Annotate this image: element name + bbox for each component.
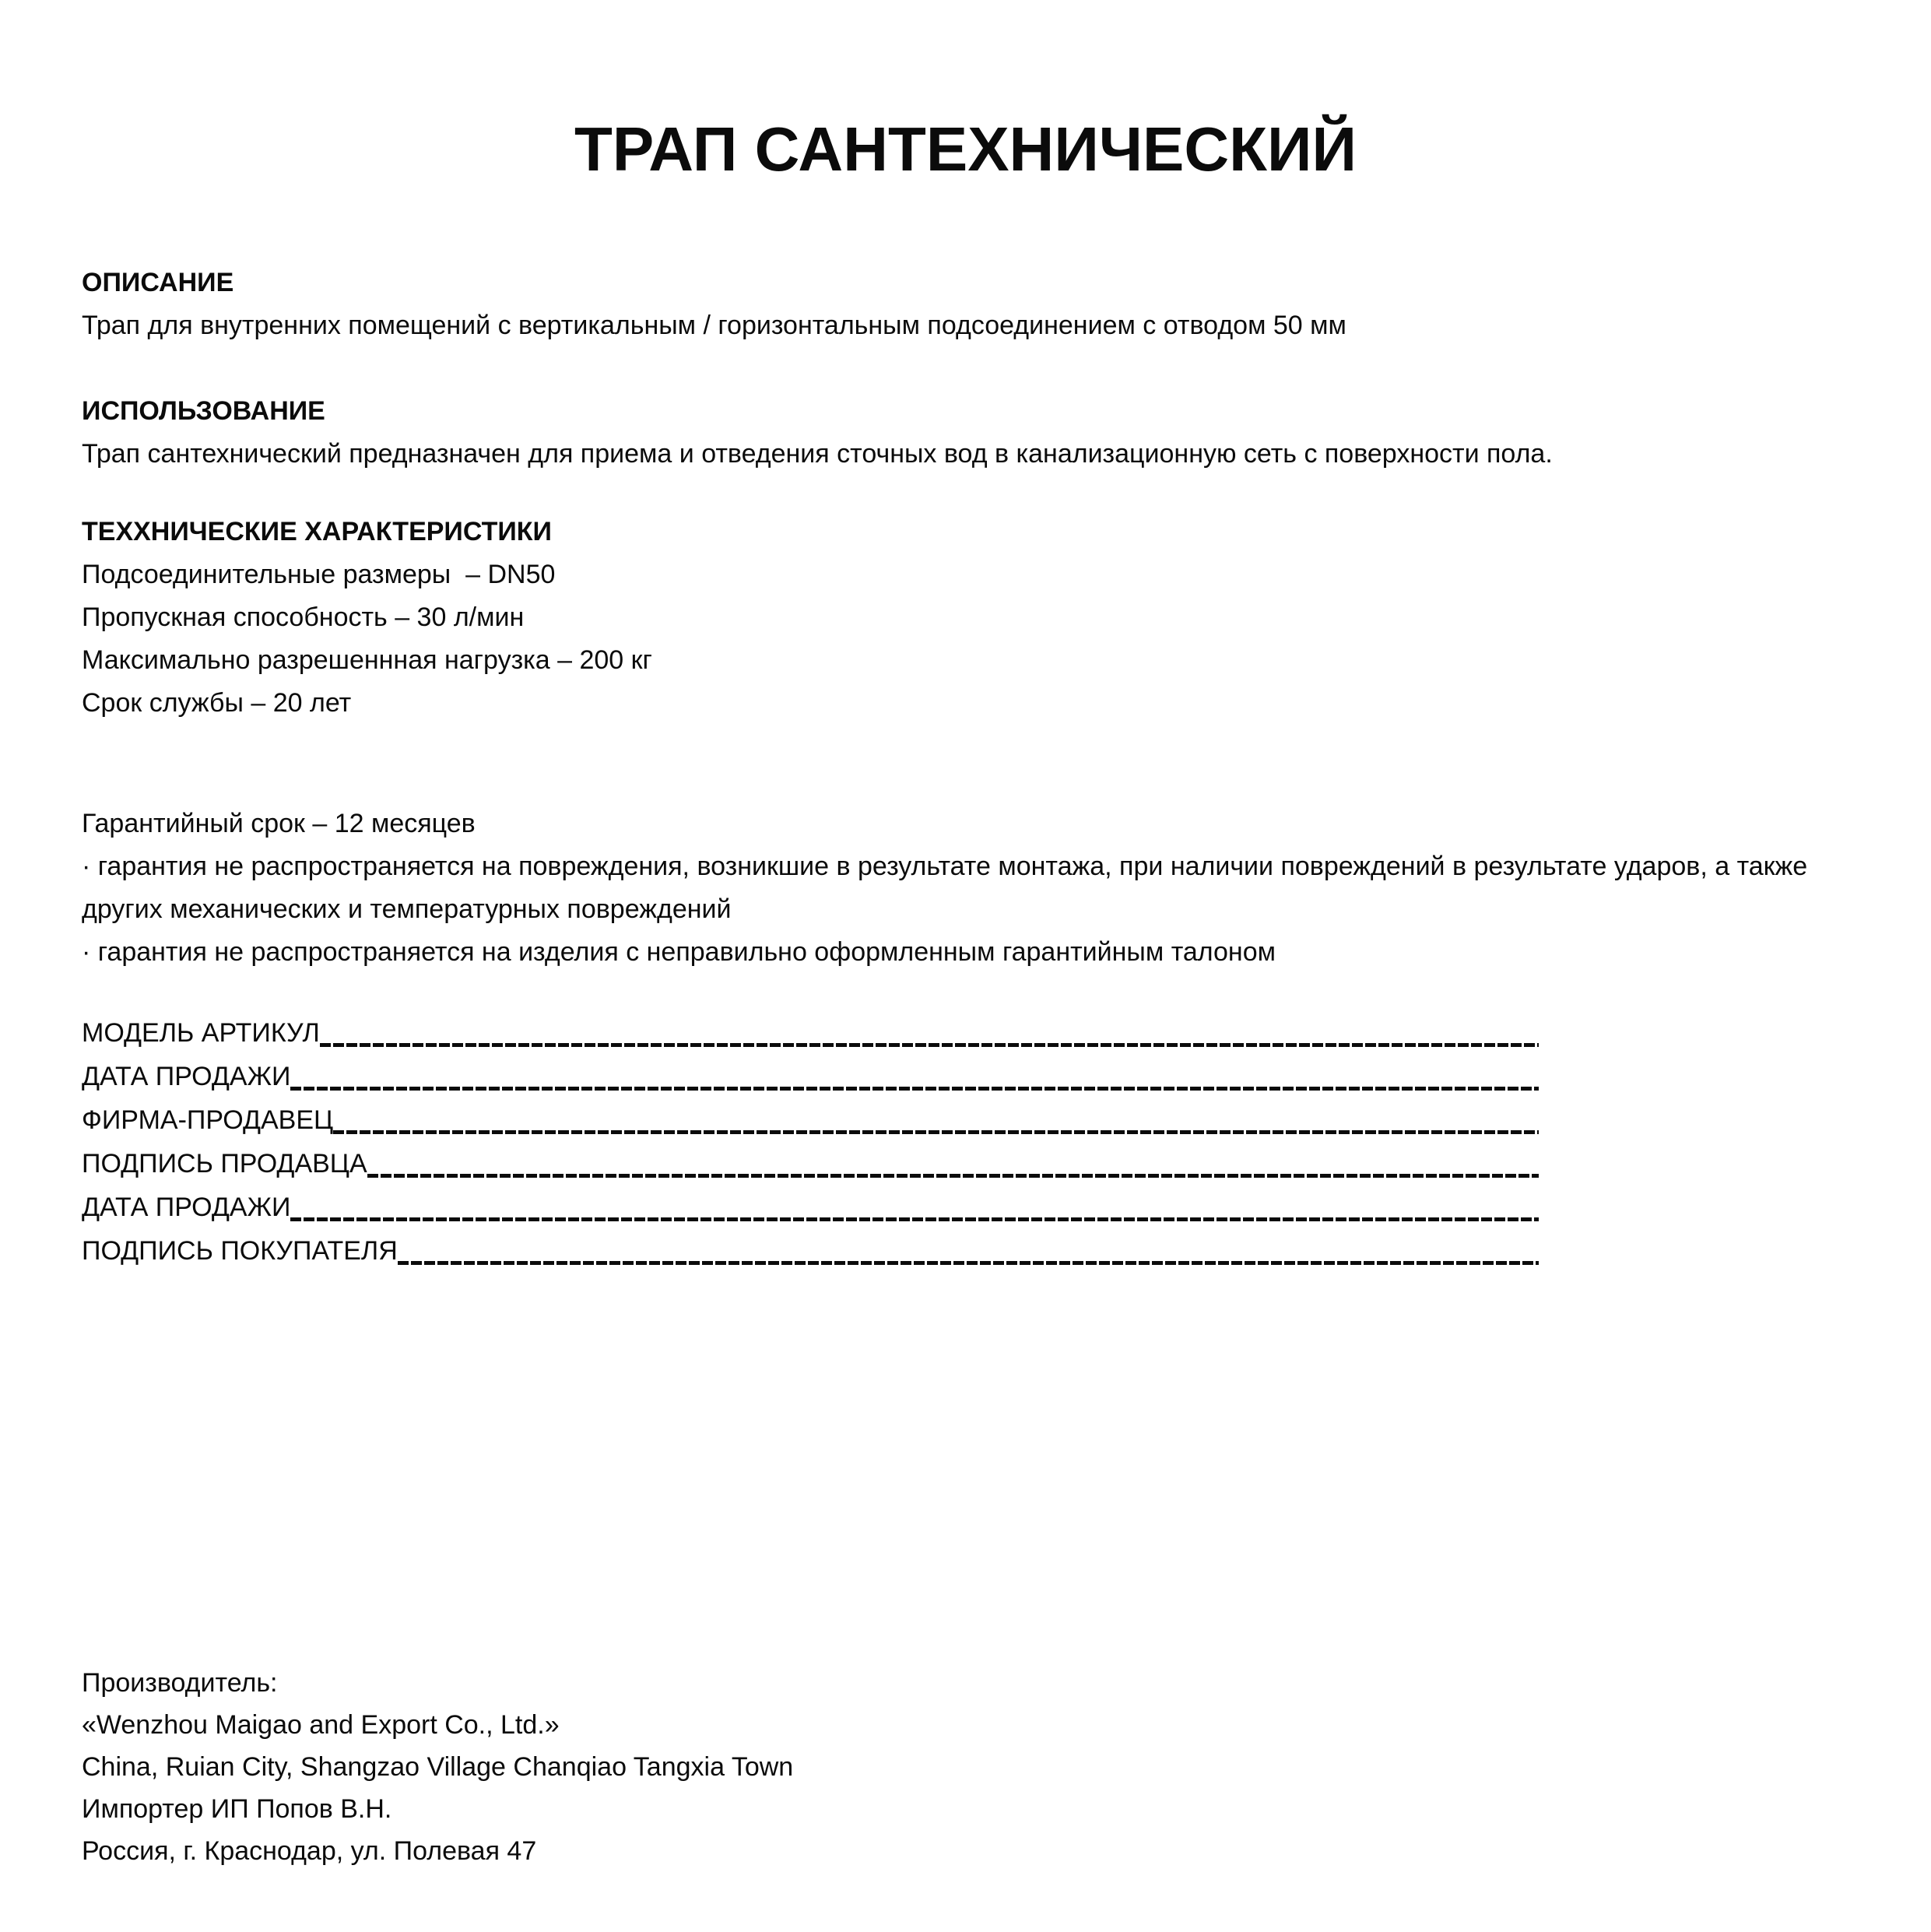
form-row-model-article <box>82 1011 1539 1055</box>
importer-address: Россия, г. Краснодар, ул. Полевая 47 <box>82 1836 537 1866</box>
usage-text: Трап сантехнический предназначен для приема и отведения сточных вод в канализационную сеть с поверхности пола. <box>82 439 1553 469</box>
form-row-sale-date-2 <box>82 1186 1539 1229</box>
manufacturer-name: «Wenzhou Maigao and Export Co., Ltd.» <box>82 1710 560 1740</box>
form-label-model-article: МОДЕЛЬ АРТИКУЛ <box>82 1018 320 1048</box>
seller-firm-blank-line <box>333 1130 1539 1134</box>
form-label-seller-firm: ФИРМА-ПРОДАВЕЦ <box>82 1105 334 1135</box>
warranty-note-damage: · гарантия не распространяется на повреждения, возникшие в результате монтажа, при наличии повреждений в результате ударов, а также других механических и температурных повреждений <box>82 852 1815 924</box>
sale-date-2-blank-line <box>290 1217 1539 1221</box>
buyer-signature-blank-line <box>398 1261 1539 1265</box>
form-label-sale-date-2: ДАТА ПРОДАЖИ <box>82 1193 291 1222</box>
warranty-term: Гарантийный срок – 12 месяцев <box>82 809 476 838</box>
page-title: ТРАП САНТЕХНИЧЕСКИЙ <box>574 114 1357 184</box>
section-usage <box>82 390 1849 476</box>
spec-item-service-life: Срок службы – 20 лет <box>82 688 352 718</box>
importer-name: Импортер ИП Попов В.Н. <box>82 1794 392 1824</box>
description-text: Трап для внутренних помещений с вертикальным / горизонтальным подсоединением с отводом 50 мм <box>82 311 1346 340</box>
form-row-seller-signature <box>82 1142 1539 1186</box>
spec-item-connection-size: Подсоединительные размеры – DN50 <box>82 560 556 589</box>
spec-item-max-load: Максимально разрешеннная нагрузка – 200 кг <box>82 645 652 675</box>
form-label-seller-signature: ПОДПИСЬ ПРОДАВЦА <box>82 1149 367 1179</box>
spec-item-flow-capacity: Пропускная способность – 30 л/мин <box>82 602 525 632</box>
form-label-buyer-signature: ПОДПИСЬ ПОКУПАТЕЛЯ <box>82 1236 398 1266</box>
warranty-form <box>82 1011 1849 1273</box>
model-article-blank-line <box>320 1043 1539 1047</box>
section-warranty <box>82 803 1849 974</box>
manufacturer-block <box>82 1662 1849 1872</box>
seller-signature-blank-line <box>367 1174 1539 1178</box>
description-heading: ОПИСАНИЕ <box>82 268 234 297</box>
section-description <box>82 262 1849 347</box>
warranty-note-invalid-card: · гарантия не распространяется на изделия с неправильно оформленным гарантийным талоном <box>82 937 1276 967</box>
form-row-sale-date-1 <box>82 1055 1539 1098</box>
usage-heading: ИСПОЛЬЗОВАНИЕ <box>82 396 325 426</box>
form-label-sale-date-1: ДАТА ПРОДАЖИ <box>82 1062 291 1091</box>
section-specs <box>82 511 1849 725</box>
form-row-buyer-signature <box>82 1229 1539 1273</box>
form-row-seller-firm <box>82 1098 1539 1142</box>
manufacturer-label: Производитель: <box>82 1668 278 1698</box>
sale-date-1-blank-line <box>290 1087 1539 1091</box>
manufacturer-address: China, Ruian City, Shangzao Village Chanqiao Tangxia Town <box>82 1752 794 1782</box>
specs-heading: ТЕХХНИЧЕСКИЕ ХАРАКТЕРИСТИКИ <box>82 517 552 546</box>
